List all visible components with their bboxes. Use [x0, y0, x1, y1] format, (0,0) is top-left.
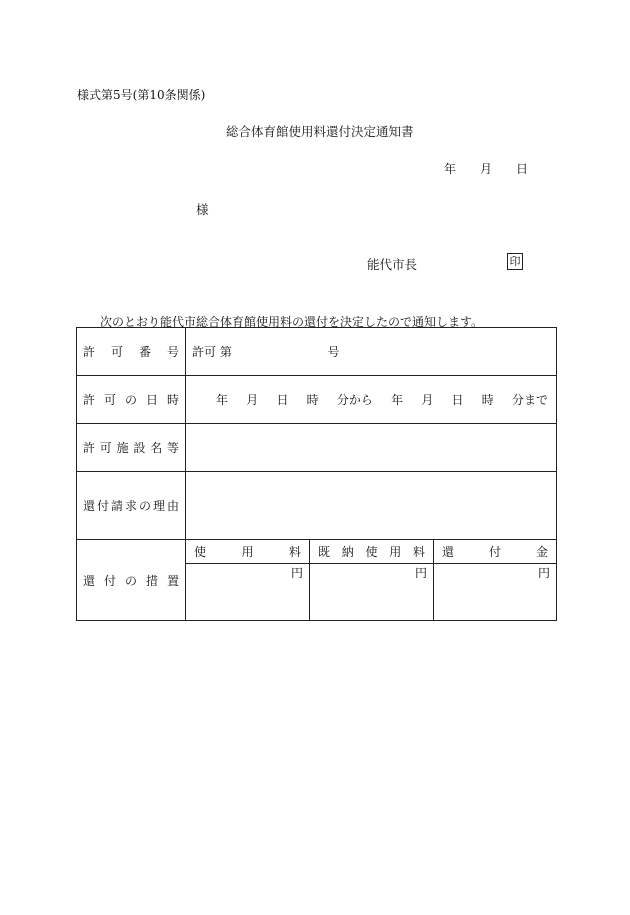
- date-year: 年: [444, 162, 457, 176]
- fee-header: 使用料: [186, 540, 310, 564]
- form-number: 様式第5号(第10条関係): [77, 88, 206, 102]
- permit-number-label: 許可番号: [77, 328, 186, 376]
- date-month: 月: [480, 162, 493, 176]
- datetime-part: 日: [276, 393, 289, 407]
- datetime-part: 年: [216, 393, 229, 407]
- permit-number-prefix: 許可 第: [192, 345, 232, 359]
- refund-reason-label: 還付請求の理由: [77, 472, 186, 540]
- facility-field[interactable]: [186, 424, 557, 472]
- refund-reason-field[interactable]: [186, 472, 557, 540]
- datetime-part: 時: [306, 393, 319, 407]
- fee-yen: 円: [290, 566, 303, 580]
- refund-measure-label: 還付の措置: [77, 540, 186, 621]
- refund-amount-field[interactable]: [434, 564, 557, 621]
- recipient-suffix: 様: [196, 202, 209, 217]
- datetime-part: 月: [421, 393, 434, 407]
- paid-yen: 円: [414, 566, 427, 580]
- permit-number-field[interactable]: [186, 328, 557, 376]
- datetime-part: 月: [246, 393, 259, 407]
- facility-label: 許可施設名等: [77, 424, 186, 472]
- intro-text: 次のとおり能代市総合体育館使用料の還付を決定したので通知します。: [100, 315, 484, 329]
- fee-amount-field[interactable]: [186, 564, 310, 621]
- datetime-part: 日: [451, 393, 464, 407]
- refund-header: 還付金: [434, 540, 557, 564]
- permit-datetime-parts: [186, 391, 556, 408]
- datetime-part: 分から: [336, 393, 373, 407]
- row-permit-datetime: [77, 376, 557, 424]
- paid-amount-field[interactable]: [310, 564, 434, 621]
- permit-number-suffix: 号: [327, 345, 340, 359]
- datetime-part: 時: [481, 393, 494, 407]
- row-measure-headers: [77, 540, 557, 564]
- document-title: 総合体育館使用料還付決定通知書: [226, 124, 414, 139]
- refund-yen: 円: [537, 566, 550, 580]
- datetime-part: 分まで: [511, 393, 548, 407]
- permit-datetime-label: 許可の日時: [77, 376, 186, 424]
- row-refund-reason: [77, 472, 557, 540]
- issuer-name: 能代市長: [367, 257, 418, 272]
- seal-mark: 印: [507, 253, 523, 270]
- date-day: 日: [516, 162, 529, 176]
- refund-table: [76, 327, 557, 621]
- paid-header: 既納使用料: [310, 540, 434, 564]
- row-permit-number: [77, 328, 557, 376]
- datetime-part: 年: [391, 393, 404, 407]
- permit-datetime-field[interactable]: [186, 376, 557, 424]
- row-facility: [77, 424, 557, 472]
